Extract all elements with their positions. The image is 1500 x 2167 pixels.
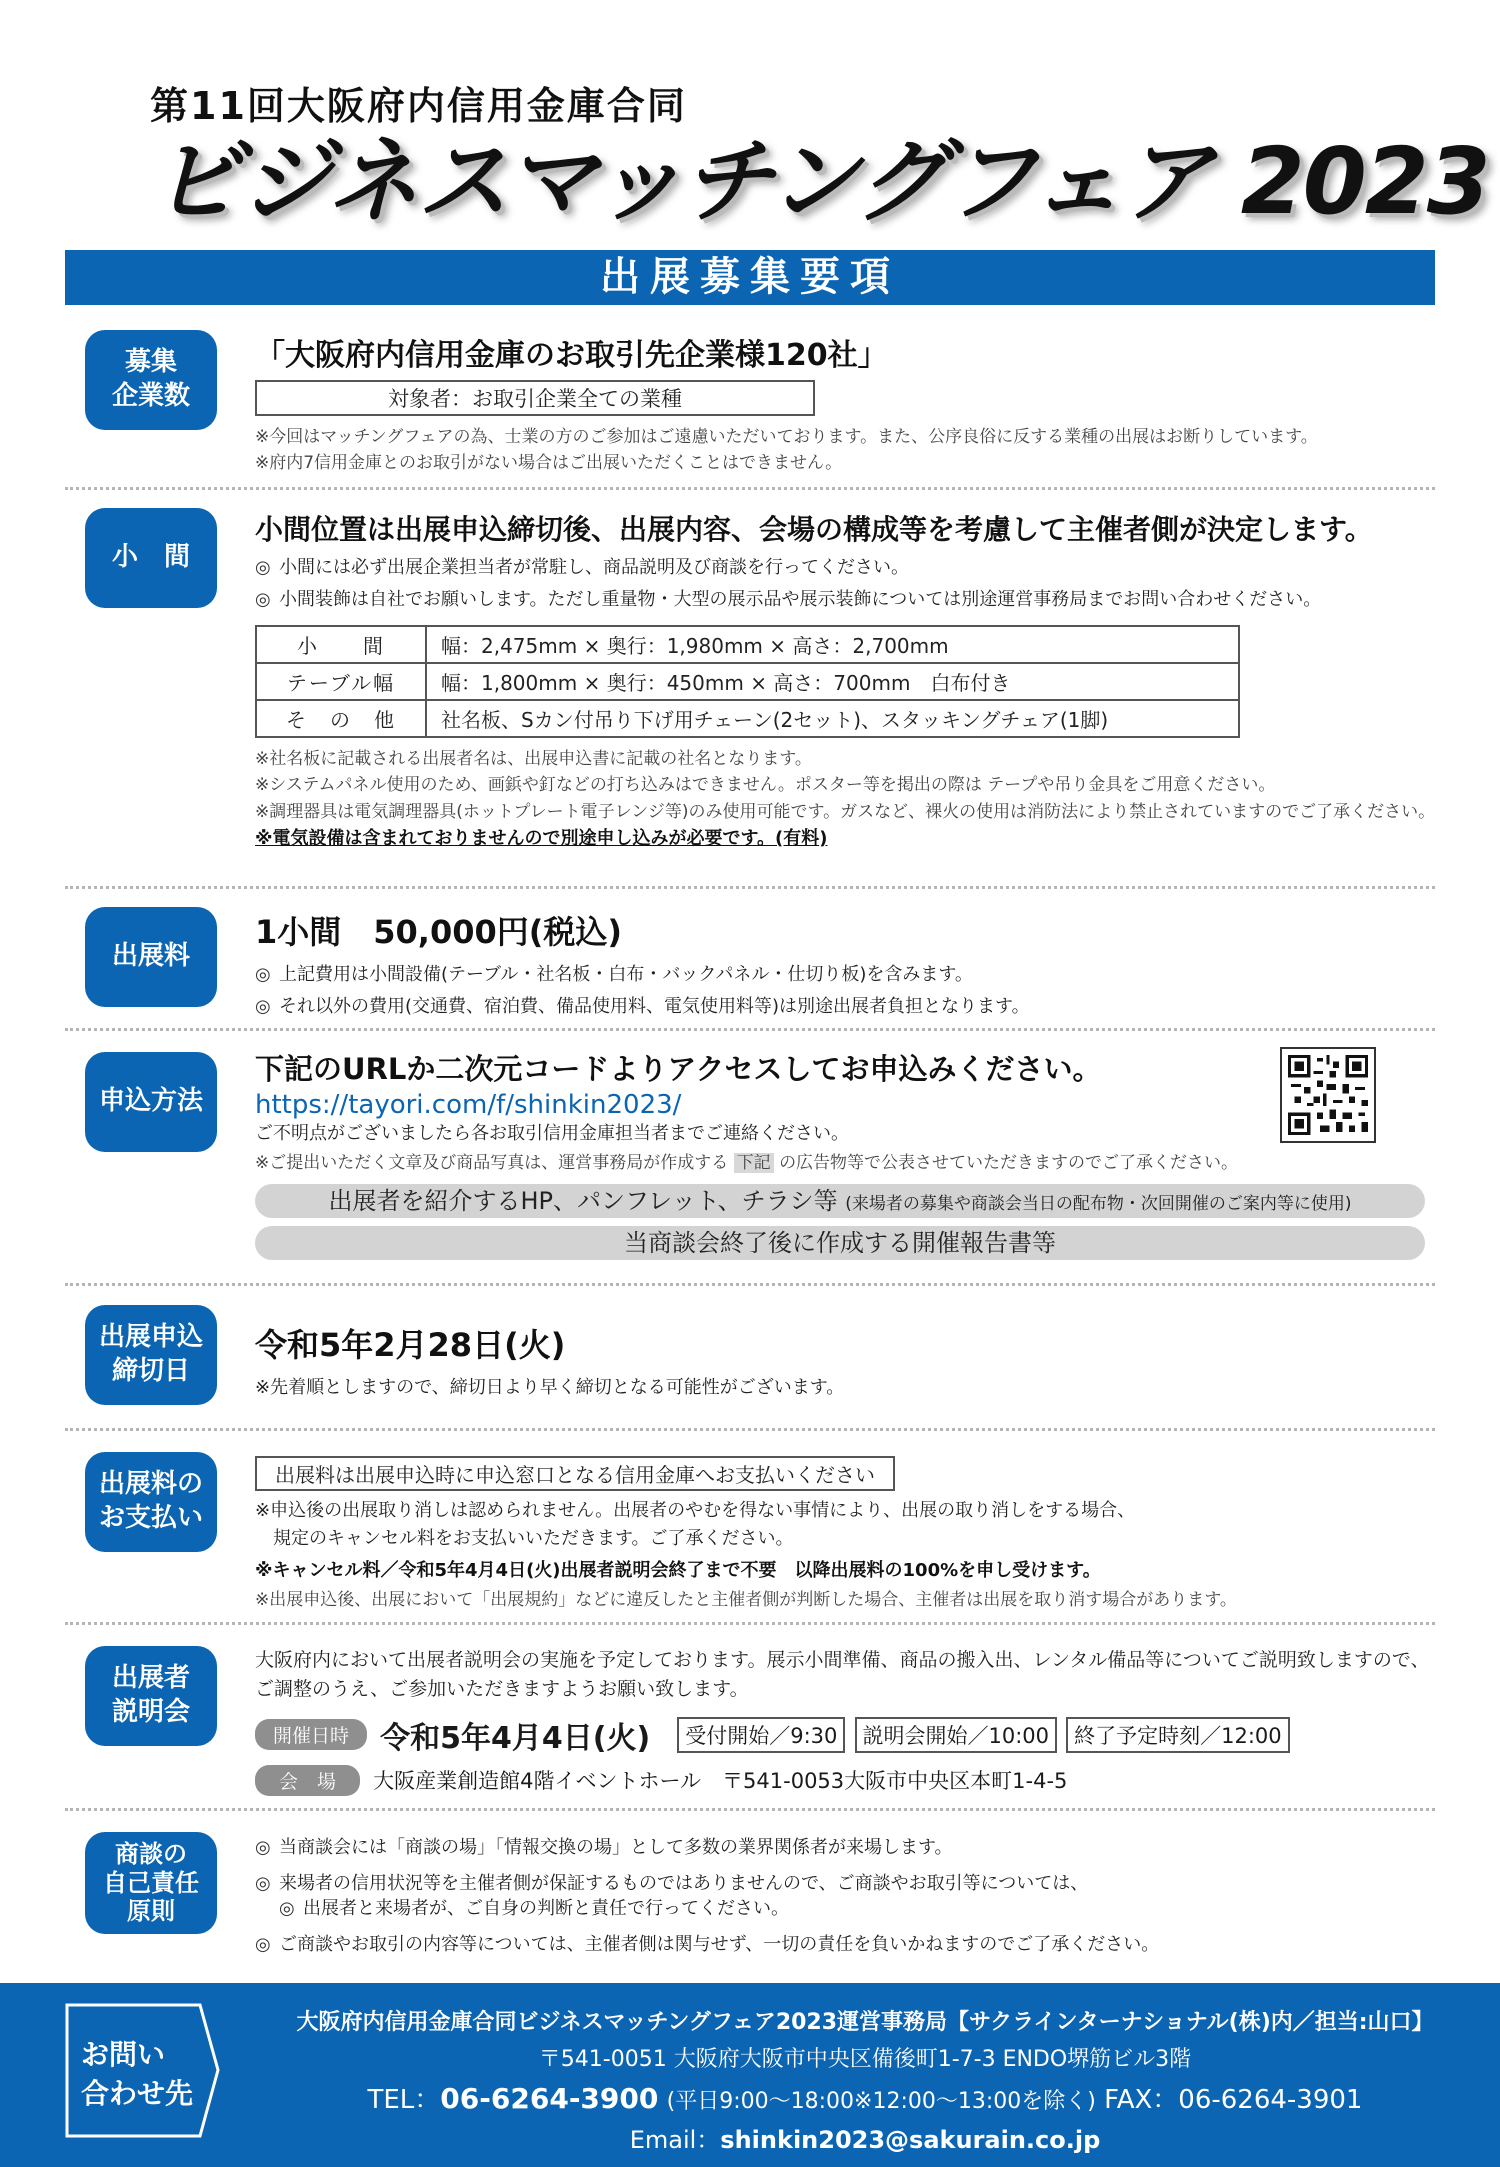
responsibility-bullet-3: ◎ ご商談やお取引の内容等については、主催者側は関与せず、一切の責任を負いかねますのでご了承ください。 xyxy=(255,1929,1435,1961)
briefing-text-1: 大阪府内において出展者説明会の実施を予定しております。展示小間準備、商品の搬入出、レンタル備品等についてご説明致しますので、 xyxy=(255,1649,1430,1671)
event-title: ビジネスマッチングフェア 2023 xyxy=(150,128,1489,235)
email-link[interactable]: shinkin2023@sakurain.co.jp xyxy=(720,2126,1101,2154)
contact-email-row: Email：shinkin2023@sakurain.co.jp xyxy=(629,2126,1101,2154)
booth-lead: 小間位置は出展申込締切後、出展内容、会場の構成等を考慮して主催者側が決定します。 xyxy=(255,513,1373,546)
divider xyxy=(65,1283,1435,1286)
contact-tag-label: お問い 合わせ先 xyxy=(81,2038,194,2111)
venue-tag: 会 場 xyxy=(255,1765,360,1796)
section-booth xyxy=(65,508,1435,878)
booth-note-3: ※調理器具は電気調理器具(ホットプレート電子レンジ等)のみ使用可能です。ガスなど、裸火の使用は消防法により禁止されていますのでご了承ください。 xyxy=(255,801,1436,822)
phone-number[interactable]: 06-6264-3900 xyxy=(440,2082,659,2115)
apply-usage-pill-1: 出展者を紹介するHP、パンフレット、チラシ等 (来場者の募集や商談会当日の配布物・次回開催のご案内等に使用) xyxy=(255,1184,1425,1218)
table-row xyxy=(256,626,1239,663)
apply-url-link[interactable]: https://tayori.com/f/shinkin2023/ xyxy=(255,1090,682,1120)
booth-spec-table xyxy=(255,625,1240,738)
briefing-venue: 大阪産業創造館4階イベントホール 〒541-0053大阪市中央区本町1-4-5 xyxy=(373,1769,1068,1794)
spec-key: テーブル幅 xyxy=(256,663,426,700)
label-responsibility: 商談の 自己責任 原則 xyxy=(85,1832,217,1934)
responsibility-bullet-2: ◎ 来場者の信用状況等を主催者側が保証するものではありませんので、ご商談やお取引等については、 xyxy=(255,1868,1435,1900)
deadline-date: 令和5年2月28日(火) xyxy=(255,1326,566,1364)
recruit-target-box: 対象者：お取引企業全ての業種 xyxy=(255,380,815,416)
booth-note-1: ※社名板に記載される出展者名は、出展申込書に記載の社名となります。 xyxy=(255,749,812,769)
apply-usage-pill-2: 当商談会終了後に作成する開催報告書等 xyxy=(255,1226,1425,1260)
spec-key: 小 間 xyxy=(256,626,426,663)
contact-phone-row: TEL：06-6264-3900 (平日9:00〜18:00※12:00〜13:00を除く) FAX：06-6264-3901 xyxy=(367,2082,1363,2115)
divider xyxy=(65,1428,1435,1431)
header xyxy=(150,75,1489,235)
date-tag: 開催日時 xyxy=(255,1719,367,1750)
section-responsibility xyxy=(65,1832,1435,1962)
label-recruit: 募集 企業数 xyxy=(85,330,217,430)
spec-value: 幅：2,475mm × 奥行：1,980mm × 高さ：2,700mm xyxy=(426,626,1239,663)
payment-note-2: 規定のキャンセル料をお支払いいただきます。ご了承ください。 xyxy=(255,1527,794,1549)
table-row xyxy=(256,663,1239,700)
deadline-note: ※先着順としますので、締切日より早く締切となる可能性がございます。 xyxy=(255,1377,845,1398)
spec-value: 幅：1,800mm × 奥行：450mm × 高さ：700mm 白布付き xyxy=(426,663,1239,700)
section-fee xyxy=(65,907,1435,1017)
label-payment: 出展料の お支払い xyxy=(85,1452,217,1552)
booth-bullet-2: ◎ 小間装飾は自社でお願いします。ただし重量物・大型の展示品や展示装飾については別途運営事務局までお問い合わせください。 xyxy=(255,584,1435,616)
section-recruit xyxy=(65,330,1435,480)
section-apply xyxy=(65,1047,1435,1272)
briefing-date: 令和5年4月4日(火) xyxy=(380,1720,651,1756)
contact-details xyxy=(245,2005,1485,2155)
divider xyxy=(65,487,1435,490)
section-briefing xyxy=(65,1646,1435,1794)
responsibility-continuation: ◎ 出展者と来場者が、ご自身の判断と責任で行ってください。 xyxy=(255,1893,1435,1925)
contact-office: 大阪府内信用金庫合同ビジネスマッチングフェア2023運営事務局【サクラインターナショナル(株)内／担当:山口】 xyxy=(296,2010,1434,2035)
divider xyxy=(65,1622,1435,1625)
recruit-note-1: ※今回はマッチングフェアの為、士業の方のご参加はご遠慮いただいております。また、公序良俗に反する業種の出展はお断りしています。 xyxy=(255,427,1318,447)
qr-code-icon[interactable] xyxy=(1280,1047,1376,1143)
recruit-lead: 「大阪府内信用金庫のお取引先企業様120社」 xyxy=(255,338,888,373)
booth-bullet-1: ◎ 小間には必ず出展企業担当者が常駐し、商品説明及び商談を行ってください。 xyxy=(255,552,1435,584)
section-banner: 出展募集要項 xyxy=(65,250,1435,305)
section-payment xyxy=(65,1452,1435,1612)
fee-bullet-1: ◎ 上記費用は小間設備(テーブル・社名板・白布・バックパネル・仕切り板)を含みます。 xyxy=(255,959,1435,991)
event-subtitle: 第11回大阪府内信用金庫合同 xyxy=(150,84,687,128)
table-row xyxy=(256,700,1239,737)
divider xyxy=(65,886,1435,889)
start-time: 説明会開始／10:00 xyxy=(855,1717,1058,1753)
booth-note-electric: ※電気設備は含まれておりませんので別途申し込みが必要です。(有料) xyxy=(255,828,828,850)
reception-time: 受付開始／9:30 xyxy=(677,1717,845,1753)
briefing-date-row xyxy=(255,1713,1435,1757)
spec-value: 社名板、Sカン付吊り下げ用チェーン(2セット)、スタッキングチェア(1脚) xyxy=(426,700,1239,737)
apply-usage-note: ※ご提出いただく文章及び商品写真は、運営事務局が作成する 下記 の広告物等で公表させていただきますのでご了承ください。 xyxy=(255,1152,1239,1173)
responsibility-bullet-1: ◎ 当商談会には「商談の場」「情報交換の場」として多数の業界関係者が来場します。 xyxy=(255,1832,1435,1864)
spec-key: そ の 他 xyxy=(256,700,426,737)
label-apply: 申込方法 xyxy=(85,1052,217,1152)
label-fee: 出展料 xyxy=(85,907,217,1007)
label-deadline: 出展申込 締切日 xyxy=(85,1305,217,1405)
booth-note-2: ※システムパネル使用のため、画鋲や釘などの打ち込みはできません。ポスター等を掲出の際は テープや吊り金具をご用意ください。 xyxy=(255,775,1276,796)
divider xyxy=(65,1028,1435,1031)
contact-tag xyxy=(65,2003,220,2138)
briefing-venue-row xyxy=(255,1765,1435,1796)
fee-bullet-2: ◎ それ以外の費用(交通費、宿泊費、備品使用料、電気使用料等)は別途出展者負担となります。 xyxy=(255,991,1435,1023)
contact-footer xyxy=(0,1983,1500,2167)
fee-lead: 1小間 50,000円(税込) xyxy=(255,913,623,951)
briefing-text-2: ご調整のうえ、ご参加いただきますようお願い致します。 xyxy=(255,1678,749,1701)
contact-address: 〒541-0051 大阪府大阪市中央区備後町1-7-3 ENDO堺筋ビル3階 xyxy=(538,2047,1192,2072)
end-time: 終了予定時刻／12:00 xyxy=(1066,1717,1290,1753)
section-deadline xyxy=(65,1305,1435,1415)
payment-note-1: ※申込後の出展取り消しは認められません。出展者のやむを得ない事情により、出展の取り消しをする場合、 xyxy=(255,1500,1136,1521)
payment-note-last: ※出展申込後、出展において「出展規約」などに違反したと主催者側が判断した場合、主催者は出展を取り消す場合があります。 xyxy=(255,1589,1237,1610)
payment-cancel-note: ※キャンセル料／令和5年4月4日(火)出展者説明会終了まで不要 以降出展料の100%を申し受けます。 xyxy=(255,1559,1101,1581)
fax-number: FAX：06-6264-3901 xyxy=(1104,2085,1363,2115)
label-booth: 小 間 xyxy=(85,508,217,608)
divider xyxy=(65,1808,1435,1811)
apply-contact-note: ご不明点がございましたら各お取引信用金庫担当者までご連絡ください。 xyxy=(255,1123,849,1144)
apply-lead: 下記のURLか二次元コードよりアクセスしてお申込みください。 xyxy=(255,1052,1102,1086)
recruit-note-2: ※府内7信用金庫とのお取引がない場合はご出展いただくことはできません。 xyxy=(255,453,843,474)
payment-box: 出展料は出展申込時に申込窓口となる信用金庫へお支払いください xyxy=(255,1456,895,1491)
label-briefing: 出展者 説明会 xyxy=(85,1646,217,1746)
